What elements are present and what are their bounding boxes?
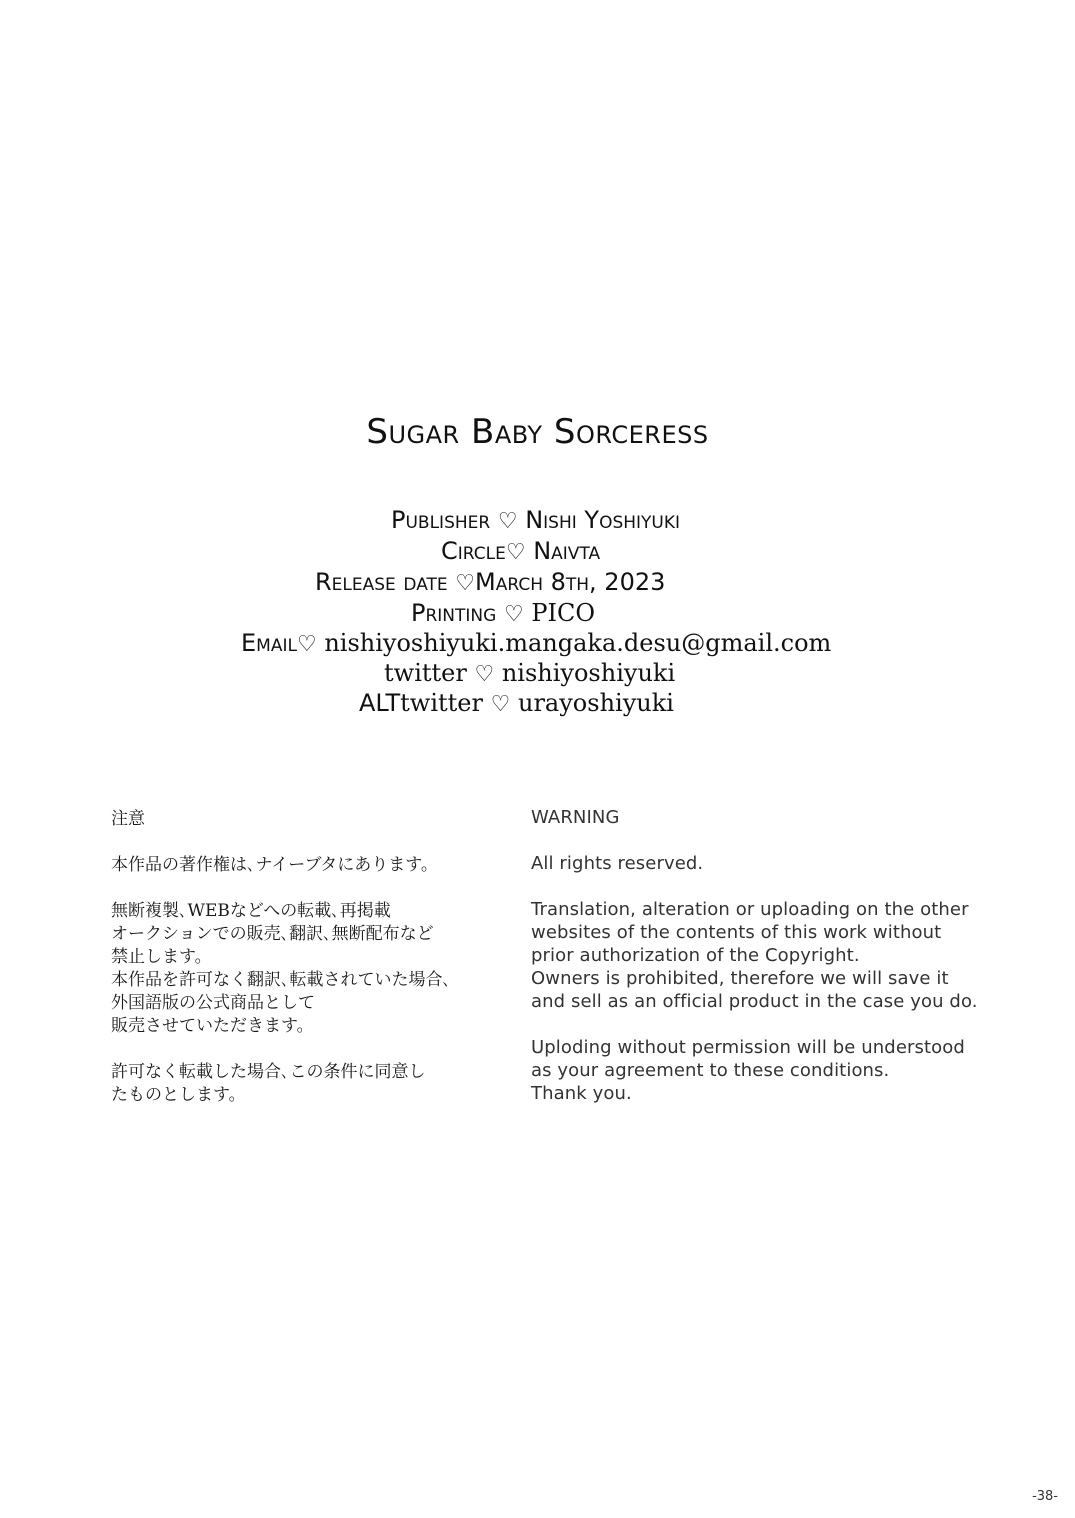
twitter-value: nishiyoshiyuki [501,659,676,687]
credit-email [241,628,831,660]
printing-value: PICO [531,599,595,627]
credit-alt-twitter [359,688,674,720]
credit-twitter [384,658,675,690]
page-number: -38- [1032,1489,1058,1504]
notice-en-heading: WARNING [531,807,620,828]
heart-icon: ♡ [497,509,518,534]
circle-label: Circle [441,537,506,565]
notice-japanese [111,808,511,1130]
release-value: March 8th, 2023 [475,568,666,596]
heart-icon: ♡ [505,540,526,565]
circle-value: Naivta [533,537,601,565]
publisher-label: Publisher [391,506,491,534]
heart-icon: ♡ [490,692,511,717]
alt-prefix: ALT [359,689,401,717]
alt-twitter-value: urayoshiyuki [518,689,674,717]
heart-icon: ♡ [455,571,476,596]
printing-label: Printing [411,599,497,627]
credit-publisher [391,505,680,537]
notice-english [531,806,1001,1128]
credit-circle [441,536,600,568]
heart-icon: ♡ [474,662,495,687]
notice-en-paragraph-2: Translation, alteration or uploading on the other websites of the contents of this work without prior authorization of the Copyright. Owners is prohibited, therefore we will save it and sell as an official product in the case you do. [531,899,978,1012]
twitter-label: twitter [384,659,467,687]
notice-en-paragraph-1: All rights reserved. [531,853,704,874]
heart-icon: ♡ [296,632,317,657]
email-value: nishiyoshiyuki.mangaka.desu@gmail.com [324,629,832,657]
notice-jp-heading: 注意 [111,809,145,829]
notice-jp-paragraph-2: 無断複製､WEBなどへの転載､再掲載 オークションでの販売､翻訳､無断配布など 禁止します。 本作品を許可なく翻訳､転載されていた場合､ 外国語版の公式商品として 販売させていただきます。 [111,901,451,1036]
credit-printing [411,598,595,630]
alt-twitter-label: twitter [400,689,483,717]
notice-en-paragraph-3: Uploding without permission will be understood as your agreement to these conditions. Thank you. [531,1037,965,1104]
book-title: Sugar Baby Sorceress [366,412,709,452]
release-label: Release date [315,568,448,596]
notice-jp-paragraph-1: 本作品の著作権は､ナイーブタにあります。 [111,855,438,875]
credit-release-date [315,567,665,599]
email-label: Email [241,629,297,657]
heart-icon: ♡ [503,602,524,627]
notice-jp-paragraph-3: 許可なく転載した場合､この条件に同意し たものとします。 [111,1062,426,1105]
publisher-value: Nishi Yoshiyuki [525,506,681,534]
